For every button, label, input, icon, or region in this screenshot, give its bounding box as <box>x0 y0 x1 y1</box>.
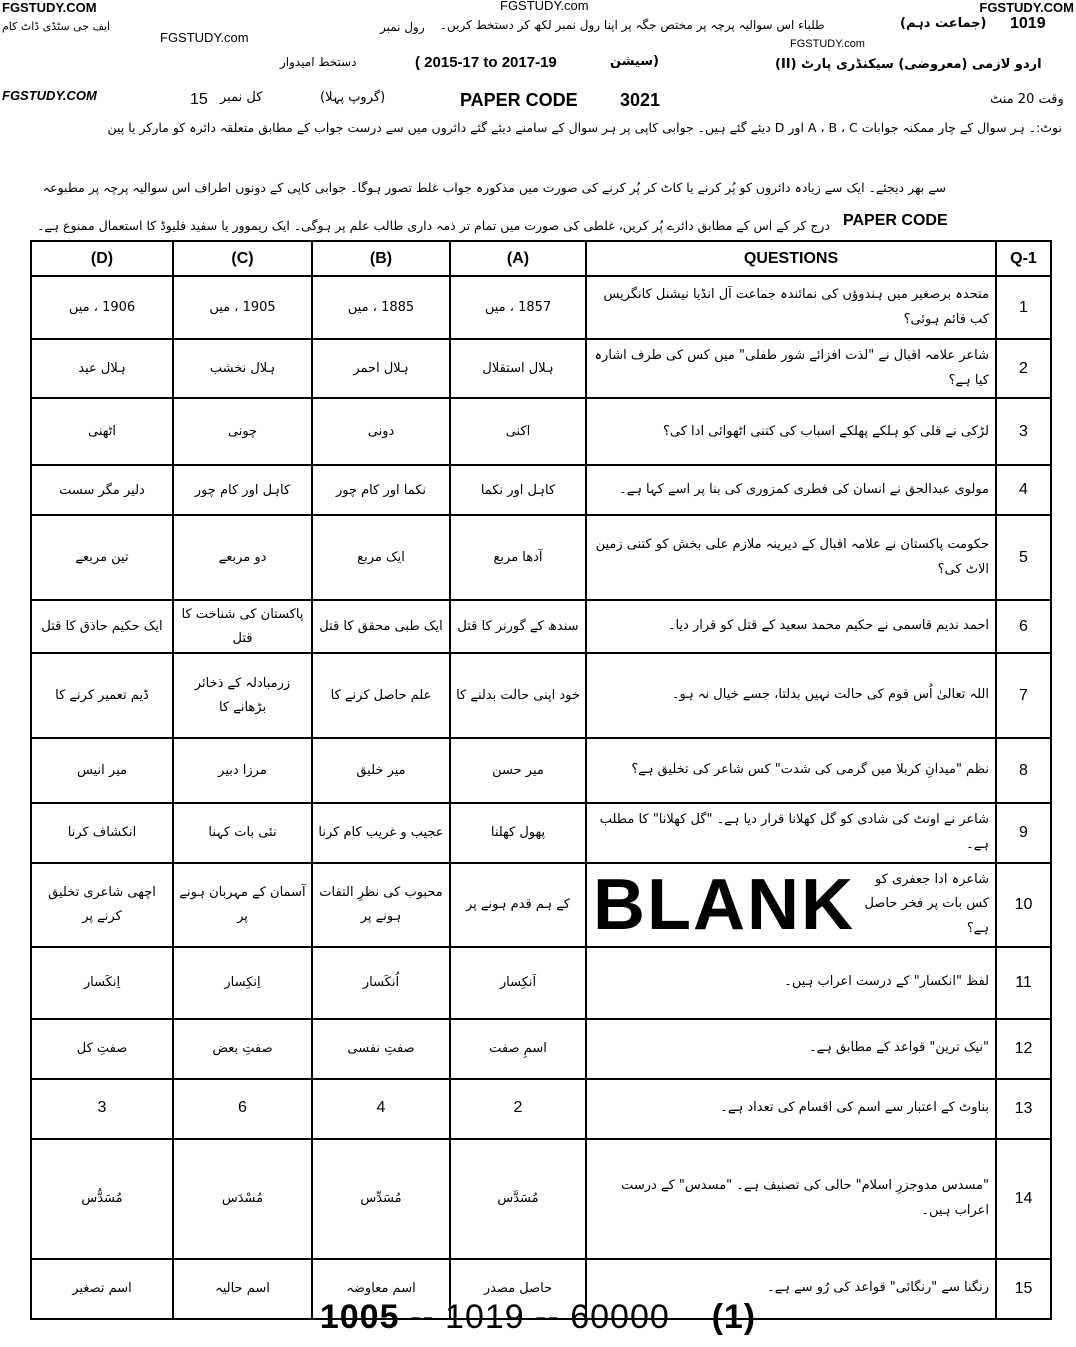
option-d: ہلال عید <box>31 339 173 398</box>
question-number: 4 <box>996 465 1051 515</box>
time-label: وقت 20 منٹ <box>990 92 1064 107</box>
option-b: ایک مربع <box>312 515 450 600</box>
question-number: 15 <box>996 1259 1051 1319</box>
table-row <box>31 1139 1051 1259</box>
paper-code-label: PAPER CODE <box>460 90 578 110</box>
option-d: مُسَدُّس <box>31 1139 173 1259</box>
question-text: حکومت پاکستان نے علامہ اقبال کے دیرینہ ملازم علی بخش کو کتنی زمین الاٹ کی؟ <box>586 515 996 600</box>
watermark: FGSTUDY.COM <box>979 0 1074 15</box>
question-number: 12 <box>996 1019 1051 1079</box>
table-row <box>31 947 1051 1019</box>
table-row <box>31 339 1051 398</box>
note-line-3: درج کر کے اس کے مطابق دائرے پُر کریں، غلطی کی صورت میں تمام تر ذمہ داری طالب علم پر ہوگی۔ ایک ریموور یا سفید فلیوڈ کا استعمال ممنوع ہے۔ <box>37 218 830 233</box>
mcq-table <box>30 240 1052 1320</box>
table-row <box>31 863 1051 947</box>
option-d: دلیر مگر سست <box>31 465 173 515</box>
option-d: اسم تصغیر <box>31 1259 173 1319</box>
note-line-2: سے بھر دیجئے۔ ایک سے زیادہ دائروں کو پُر کرنے یا کاٹ کر پُر کرنے کی صورت میں مذکورہ جواب غلط تصور ہوگا۔ جوابی کاپی کے دونوں اطراف اس سوالیہ پرچہ پر مطبوعہ <box>42 180 946 195</box>
option-b: 1885 ، میں <box>312 276 450 339</box>
paper-number: 1019 <box>1010 15 1046 32</box>
total-marks-label: کل نمبر <box>220 90 263 105</box>
option-d: تین مربعے <box>31 515 173 600</box>
header-b: (B) <box>312 241 450 276</box>
session-label: (سیشن <box>610 54 659 69</box>
option-c: نئی بات کہنا <box>173 803 312 862</box>
option-a: پھول کھلنا <box>450 803 586 862</box>
question-text: لفظ "انکسار" کے درست اعراب ہیں۔ <box>586 947 996 1019</box>
question-text: نظم "میدانِ کربلا میں گرمی کی شدت" کس شاعر کی تخلیق ہے؟ <box>586 738 996 803</box>
option-b: محبوب کی نظرِ التفات ہونے پر <box>312 863 450 947</box>
option-b: ہلال احمر <box>312 339 450 398</box>
option-b: علم حاصل کرنے کا <box>312 653 450 738</box>
question-text: بناوٹ کے اعتبار سے اسم کی اقسام کی تعداد ہے۔ <box>586 1079 996 1139</box>
question-number: 9 <box>996 803 1051 862</box>
question-number: 14 <box>996 1139 1051 1259</box>
question-cell <box>586 863 996 947</box>
question-text: شاعرہ ادا جعفری کو کس بات پر فخر حاصل ہے؟ <box>864 871 989 936</box>
session: ( 2015-17 to 2017-19 <box>415 54 557 71</box>
option-d: ایک حکیم حاذق کا قتل <box>31 600 173 653</box>
roll-no-label: رول نمبر <box>380 20 425 34</box>
header-questions: QUESTIONS <box>586 241 996 276</box>
question-number: 2 <box>996 339 1051 398</box>
option-d: اٹھنی <box>31 398 173 465</box>
question-number: 6 <box>996 600 1051 653</box>
watermark: FGSTUDY.COM <box>2 88 97 103</box>
option-a: اسمِ صفت <box>450 1019 586 1079</box>
option-c: پاکستان کی شناخت کا قتل <box>173 600 312 653</box>
instruction-top: طلباء اس سوالیہ پرچہ پر مختص جگہ پر اپنا رول نمبر لکھ کر دستخط کریں۔ <box>440 18 825 32</box>
option-c: اِنکِسار <box>173 947 312 1019</box>
question-text: مولوی عبدالحق نے انسان کی فطری کمزوری کی بنا پر اسے کہا ہے۔ <box>586 465 996 515</box>
header-c: (C) <box>173 241 312 276</box>
option-a: میر حسن <box>450 738 586 803</box>
option-a: ہلال استقلال <box>450 339 586 398</box>
header-d: (D) <box>31 241 173 276</box>
option-d: ڈیم تعمیر کرنے کا <box>31 653 173 738</box>
note-paper-code: PAPER CODE <box>843 212 948 229</box>
option-c: کاہل اور کام چور <box>173 465 312 515</box>
option-c: دو مربعے <box>173 515 312 600</box>
question-number: 8 <box>996 738 1051 803</box>
paper-code: 3021 <box>620 90 661 110</box>
option-d: 3 <box>31 1079 173 1139</box>
option-c: مُسْدَس <box>173 1139 312 1259</box>
option-b: اُنکَسار <box>312 947 450 1019</box>
watermark: FGSTUDY.com <box>790 38 865 50</box>
option-d: 1906 ، میں <box>31 276 173 339</box>
option-c: 1905 ، میں <box>173 276 312 339</box>
footer-code-1: 1005 <box>319 1298 400 1336</box>
question-text: متحدہ برصغیر میں ہندوؤں کی نمائندہ جماعت آل انڈیا نیشنل کانگریس کب قائم ہوئی؟ <box>586 276 996 339</box>
option-a: کاہل اور نکما <box>450 465 586 515</box>
table-row <box>31 738 1051 803</box>
option-c: زرمبادلہ کے ذخائر بڑھانے کا <box>173 653 312 738</box>
option-c: آسمان کے مہربان ہونے پر <box>173 863 312 947</box>
option-b: دونی <box>312 398 450 465</box>
question-number: 10 <box>996 863 1051 947</box>
option-a: خود اپنی حالت بدلنے کا <box>450 653 586 738</box>
option-c: اسم حالیہ <box>173 1259 312 1319</box>
option-a: سندھ کے گورنر کا قتل <box>450 600 586 653</box>
note-line-1: نوٹ:۔ ہر سوال کے چار ممکنہ جوابات A ، B ، C اور D دیئے گئے ہیں۔ جوابی کاپی پر ہر سوال کے سامنے دیئے گئے دائروں میں سے درست جواب کے مطابق متعلقہ دائرہ کو مارکر یا پین <box>107 120 1062 135</box>
watermark: FGSTUDY.COM <box>2 0 97 15</box>
watermark: FGSTUDY.com <box>160 30 249 45</box>
option-a: 2 <box>450 1079 586 1139</box>
footer-code: 1005 -- 1019 -- 60000 (1) <box>319 1298 757 1336</box>
question-text: اللہ تعالیٰ اُس قوم کی حالت نہیں بدلتا، جسے خیال نہ ہو۔ <box>586 653 996 738</box>
option-d: صفتِ کل <box>31 1019 173 1079</box>
option-a: اَنکِسار <box>450 947 586 1019</box>
question-text: شاعر علامہ اقبال نے "لذت افزائے شور طفلی" میں کس کی طرف اشارہ کیا ہے؟ <box>586 339 996 398</box>
option-b: عجیب و غریب کام کرنا <box>312 803 450 862</box>
table-row <box>31 398 1051 465</box>
header-a: (A) <box>450 241 586 276</box>
option-a: کے ہم قدم ہونے پر <box>450 863 586 947</box>
question-text: "مسدس مدوجزرِ اسلام" حالی کی تصنیف ہے۔ "مسدس" کے درست اعراب ہیں۔ <box>586 1139 996 1259</box>
subject: اردو لازمی (معروضی) سیکنڈری پارٹ (II) <box>775 57 1042 72</box>
option-c: 6 <box>173 1079 312 1139</box>
option-b: نکما اور کام چور <box>312 465 450 515</box>
option-b: مُسَدِّس <box>312 1139 450 1259</box>
table-row <box>31 1079 1051 1139</box>
table-row <box>31 515 1051 600</box>
question-text: رنگنا سے "رنگائی" قواعد کی رُو سے ہے۔ <box>586 1259 996 1319</box>
footer-code-2: 1019 <box>445 1298 525 1336</box>
question-cell-content <box>593 864 989 945</box>
question-number: 13 <box>996 1079 1051 1139</box>
option-d: انکشاف کرنا <box>31 803 173 862</box>
question-text: "نیک ترین" قواعد کے مطابق ہے۔ <box>586 1019 996 1079</box>
table-row <box>31 276 1051 339</box>
question-number: 1 <box>996 276 1051 339</box>
table-header-row <box>31 241 1051 276</box>
table-row <box>31 1019 1051 1079</box>
option-a: اکنی <box>450 398 586 465</box>
option-b: میر خلیق <box>312 738 450 803</box>
question-number: 11 <box>996 947 1051 1019</box>
table-row <box>31 653 1051 738</box>
footer-count: 60000 <box>570 1298 670 1336</box>
option-a: 1857 ، میں <box>450 276 586 339</box>
header-qno: Q-1 <box>996 241 1051 276</box>
option-d: اِنکَسار <box>31 947 173 1019</box>
option-c: ہلال نخشب <box>173 339 312 398</box>
group-label: (گروپ پہلا) <box>320 90 386 105</box>
signature-label: دستخط امیدوار <box>280 55 357 69</box>
option-b: صفتِ نفسی <box>312 1019 450 1079</box>
question-text: شاعر نے اونٹ کی شادی کو گل کھلانا قرار دیا ہے۔ "گل کھلانا" کا مطلب ہے۔ <box>586 803 996 862</box>
total-marks: 15 <box>190 91 208 108</box>
watermark: FGSTUDY.com <box>500 0 589 13</box>
option-a: حاصل مصدر <box>450 1259 586 1319</box>
question-text: احمد ندیم قاسمی نے حکیم محمد سعید کے قتل کو قرار دیا۔ <box>586 600 996 653</box>
blank-stamp: BLANK <box>593 864 855 945</box>
question-number: 3 <box>996 398 1051 465</box>
table-row <box>31 803 1051 862</box>
table-row <box>31 465 1051 515</box>
option-d: میر انیس <box>31 738 173 803</box>
question-number: 7 <box>996 653 1051 738</box>
option-c: مرزا دبیر <box>173 738 312 803</box>
option-b: 4 <box>312 1079 450 1139</box>
option-b: ایک طبی محقق کا قتل <box>312 600 450 653</box>
question-number: 5 <box>996 515 1051 600</box>
option-a: آدھا مربع <box>450 515 586 600</box>
option-d: اچھی شاعری تخلیق کرنے پر <box>31 863 173 947</box>
class-label: (جماعت دہم) <box>900 16 987 31</box>
side-text: ایف جی سٹڈی ڈاٹ کام <box>2 20 111 33</box>
table-row <box>31 600 1051 653</box>
question-text: لڑکی نے قلی کو ہلکے پھلکے اسباب کی کتنی اٹھوائی ادا کی؟ <box>586 398 996 465</box>
option-a: مُسَدَّس <box>450 1139 586 1259</box>
option-b: اسم معاوضہ <box>312 1259 450 1319</box>
footer-page: (1) <box>711 1298 757 1336</box>
option-c: صفتِ بعض <box>173 1019 312 1079</box>
option-c: چونی <box>173 398 312 465</box>
